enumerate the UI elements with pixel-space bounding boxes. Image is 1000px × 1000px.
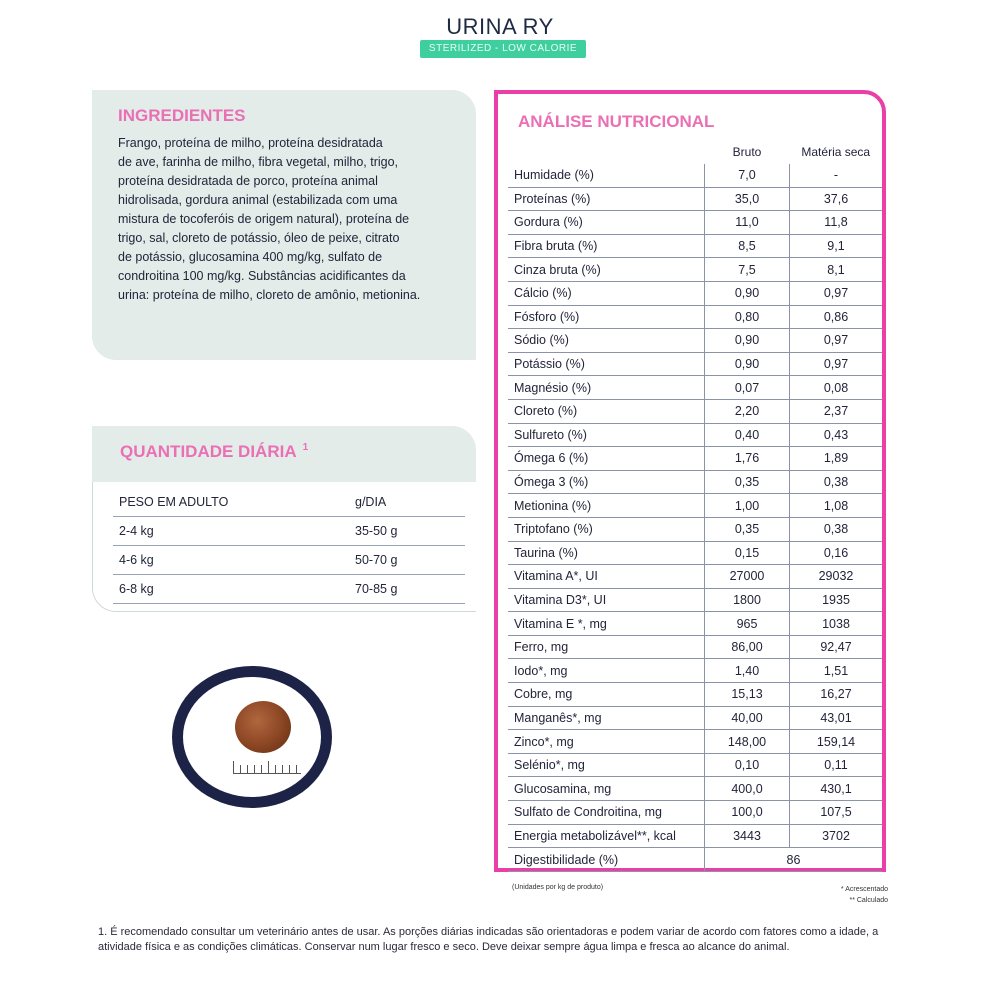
ingredients-line: urina: proteína de milho, cloreto de amônio, metionina.	[118, 288, 421, 302]
column-header-raw: Bruto	[732, 145, 762, 159]
table-row	[508, 541, 882, 565]
dry-matter-value: 3702	[790, 824, 883, 848]
raw-value: 148,00	[705, 730, 790, 754]
raw-value: 35,0	[705, 187, 790, 211]
daily-quantity-panel	[92, 482, 476, 612]
dry-matter-value: 430,1	[790, 777, 883, 801]
nutrient-name: Zinco*, mg	[508, 730, 705, 754]
nutrient-name: Manganês*, mg	[508, 706, 705, 730]
nutrient-name: Humidade (%)	[508, 164, 705, 187]
table-row	[508, 824, 882, 848]
dry-matter-value: 37,6	[790, 187, 883, 211]
nutrient-name: Gordura (%)	[508, 211, 705, 235]
dry-matter-value: 8,1	[790, 258, 883, 282]
dry-matter-value: 0,86	[790, 305, 883, 329]
grams-cell: 35-50 g	[349, 517, 465, 546]
product-subtitle-badge: STERILIZED - LOW CALORIE	[420, 40, 586, 58]
table-row	[113, 575, 465, 604]
raw-value: 0,90	[705, 352, 790, 376]
ingredients-line: proteína desidratada de porco, proteína animal	[118, 174, 378, 188]
raw-value: 0,15	[705, 541, 790, 565]
digestibility-row	[508, 848, 882, 872]
nutrient-name: Vitamina D3*, UI	[508, 588, 705, 612]
table-row	[508, 399, 882, 423]
table-row	[508, 305, 882, 329]
raw-value: 0,10	[705, 753, 790, 777]
nutrient-name: Potássio (%)	[508, 352, 705, 376]
nutrition-table	[508, 140, 882, 872]
nutrient-name: Cobre, mg	[508, 683, 705, 707]
raw-value: 1,00	[705, 494, 790, 518]
ingredients-panel	[92, 90, 476, 360]
table-row	[508, 706, 882, 730]
table-row	[508, 211, 882, 235]
nutrient-name: Cálcio (%)	[508, 281, 705, 305]
daily-quantity-title: QUANTIDADE DIÁRIA $^1$	[120, 442, 309, 461]
nutrient-name: Sulfato de Condroitina, mg	[508, 801, 705, 825]
nutrient-name: Fibra bruta (%)	[508, 234, 705, 258]
table-row	[508, 423, 882, 447]
raw-value: 86,00	[705, 635, 790, 659]
dry-matter-value: 0,16	[790, 541, 883, 565]
dry-matter-value: 1,51	[790, 659, 883, 683]
raw-value: 0,90	[705, 329, 790, 353]
table-row	[508, 470, 882, 494]
table-row	[508, 659, 882, 683]
daily-quantity-table	[113, 488, 465, 604]
dry-matter-value: 0,97	[790, 352, 883, 376]
dry-matter-value: 0,43	[790, 423, 883, 447]
nutrient-name: Ómega 6 (%)	[508, 447, 705, 471]
dry-matter-value: 92,47	[790, 635, 883, 659]
nutrient-name: Vitamina E *, mg	[508, 612, 705, 636]
ingredients-line: mistura de tocoferóis de origem natural), proteína de	[118, 212, 410, 226]
nutrient-name: Triptofano (%)	[508, 517, 705, 541]
dry-matter-value: 1,08	[790, 494, 883, 518]
nutrient-name: Sulfureto (%)	[508, 423, 705, 447]
nutrient-name: Magnésio (%)	[508, 376, 705, 400]
ingredients-line: condroitina 100 mg/kg. Substâncias acidificantes da	[118, 269, 406, 283]
raw-value: 1,76	[705, 447, 790, 471]
table-row	[113, 517, 465, 546]
nutrient-name: Selénio*, mg	[508, 753, 705, 777]
raw-value: 1800	[705, 588, 790, 612]
nutrient-name: Fósforo (%)	[508, 305, 705, 329]
nutrient-name: Vitamina A*, UI	[508, 565, 705, 589]
table-row	[508, 565, 882, 589]
nutrition-title: ANÁLISE NUTRICIONAL	[518, 112, 715, 131]
legend-notes	[820, 884, 888, 906]
digestibility-label: Digestibilidade (%)	[508, 848, 705, 872]
raw-value: 8,5	[705, 234, 790, 258]
table-row	[508, 494, 882, 518]
raw-value: 2,20	[705, 399, 790, 423]
footnote-marker: 1	[302, 442, 309, 453]
dry-matter-value: 1,89	[790, 447, 883, 471]
dry-matter-value: 0,08	[790, 376, 883, 400]
table-row	[508, 753, 882, 777]
grams-cell: 50-70 g	[349, 546, 465, 575]
dry-matter-value: 43,01	[790, 706, 883, 730]
dry-matter-value: 107,5	[790, 801, 883, 825]
dry-matter-value: 1935	[790, 588, 883, 612]
table-row	[508, 517, 882, 541]
column-header-dry-matter: Matéria seca	[801, 145, 871, 159]
grams-cell: 70-85 g	[349, 575, 465, 604]
table-row	[113, 546, 465, 575]
raw-value: 0,90	[705, 281, 790, 305]
table-row	[508, 281, 882, 305]
table-row	[508, 777, 882, 801]
weight-cell: 6-8 kg	[113, 575, 349, 604]
raw-value: 0,07	[705, 376, 790, 400]
units-note: (Unidades por kg de produto)	[512, 884, 604, 891]
raw-value: 100,0	[705, 801, 790, 825]
dry-matter-value: -	[790, 164, 883, 187]
dry-matter-value: 0,11	[790, 753, 883, 777]
nutrient-name: Ferro, mg	[508, 635, 705, 659]
raw-value: 0,40	[705, 423, 790, 447]
legend-added: * Acrescentado	[840, 886, 888, 893]
dry-matter-value: 0,97	[790, 329, 883, 353]
table-row	[508, 376, 882, 400]
column-header-nutrient	[508, 140, 705, 164]
dry-matter-value: 0,38	[790, 517, 883, 541]
ingredients-line: de potássio, glucosamina 400 mg/kg, sulfato de	[118, 250, 383, 264]
raw-value: 11,0	[705, 211, 790, 235]
table-row	[508, 258, 882, 282]
nutrient-name: Cloreto (%)	[508, 399, 705, 423]
raw-value: 40,00	[705, 706, 790, 730]
kibble-icon	[235, 701, 291, 753]
table-row	[508, 164, 882, 187]
nutrition-panel	[494, 90, 886, 872]
table-row	[508, 801, 882, 825]
raw-value: 15,13	[705, 683, 790, 707]
kibble-image	[172, 666, 332, 808]
raw-value: 400,0	[705, 777, 790, 801]
dry-matter-value: 0,38	[790, 470, 883, 494]
nutrient-name: Glucosamina, mg	[508, 777, 705, 801]
table-row	[508, 329, 882, 353]
nutrient-name: Iodo*, mg	[508, 659, 705, 683]
table-row	[508, 730, 882, 754]
legend-calculated: ** Calculado	[849, 897, 888, 904]
raw-value: 0,35	[705, 517, 790, 541]
dry-matter-value: 11,8	[790, 211, 883, 235]
raw-value: 965	[705, 612, 790, 636]
table-row	[508, 588, 882, 612]
table-row	[508, 683, 882, 707]
ingredients-line: de ave, farinha de milho, fibra vegetal, milho, trigo,	[118, 155, 399, 169]
column-header-grams: g/DIA	[349, 488, 465, 517]
column-header-weight: PESO EM ADULTO	[113, 488, 349, 517]
dry-matter-value: 159,14	[790, 730, 883, 754]
ingredients-line: trigo, sal, cloreto de potássio, óleo de peixe, citrato	[118, 231, 400, 245]
table-header-row	[113, 488, 465, 517]
nutrient-name: Taurina (%)	[508, 541, 705, 565]
table-row	[508, 635, 882, 659]
nutrition-table-body	[508, 164, 882, 871]
raw-value: 1,40	[705, 659, 790, 683]
raw-value: 7,0	[705, 164, 790, 187]
digestibility-value: 86	[705, 848, 883, 872]
nutrient-name: Energia metabolizável**, kcal	[508, 824, 705, 848]
table-header-row	[508, 140, 882, 164]
dry-matter-value: 1038	[790, 612, 883, 636]
raw-value: 7,5	[705, 258, 790, 282]
product-title: URINA RY	[446, 14, 554, 39]
table-row	[508, 447, 882, 471]
nutrient-name: Proteínas (%)	[508, 187, 705, 211]
table-row	[508, 612, 882, 636]
dry-matter-value: 0,97	[790, 281, 883, 305]
weight-cell: 2-4 kg	[113, 517, 349, 546]
dry-matter-value: 9,1	[790, 234, 883, 258]
nutrient-name: Metionina (%)	[508, 494, 705, 518]
dry-matter-value: 16,27	[790, 683, 883, 707]
weight-cell: 4-6 kg	[113, 546, 349, 575]
nutrient-name: Sódio (%)	[508, 329, 705, 353]
raw-value: 0,80	[705, 305, 790, 329]
ingredients-line: Frango, proteína de milho, proteína desidratada	[118, 136, 383, 150]
dry-matter-value: 29032	[790, 565, 883, 589]
ingredients-line: hidrolisada, gordura animal (estabilizada com uma	[118, 193, 398, 207]
nutrient-name: Ómega 3 (%)	[508, 470, 705, 494]
table-row	[508, 234, 882, 258]
daily-quantity-header	[92, 426, 476, 482]
ingredients-text	[118, 134, 460, 305]
table-row	[508, 352, 882, 376]
footnote-text: 1. É recomendado consultar um veterinário antes de usar. As porções diárias indicadas são orientadoras e podem variar de acordo com fatores como a idade, a atividade física e as condições climáticas. Conservar num lugar fresco e seco. Deve deixar sempre água limpa e fresca ao alcance do animal.	[98, 926, 879, 953]
nutrient-name: Cinza bruta (%)	[508, 258, 705, 282]
ingredients-title: INGREDIENTES	[118, 106, 246, 125]
raw-value: 0,35	[705, 470, 790, 494]
raw-value: 3443	[705, 824, 790, 848]
dry-matter-value: 2,37	[790, 399, 883, 423]
ruler-icon	[233, 761, 301, 774]
raw-value: 27000	[705, 565, 790, 589]
table-row	[508, 187, 882, 211]
